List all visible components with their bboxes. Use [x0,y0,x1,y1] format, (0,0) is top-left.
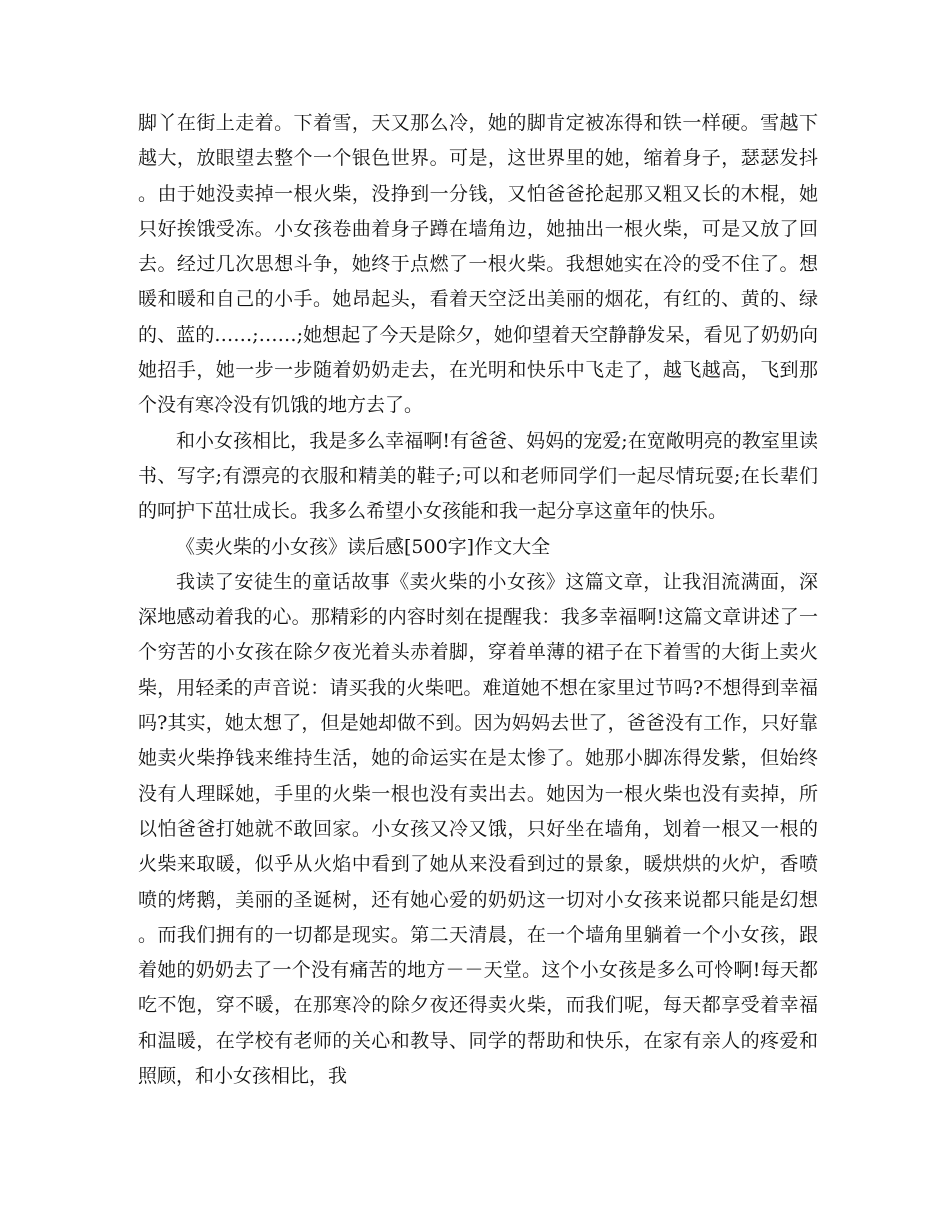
paragraph-story-continuation: 脚丫在街上走着。下着雪，天又那么冷，她的脚肯定被冻得和铁一样硬。雪越下越大，放眼望去整个一个银色世界。可是，这世界里的她，缩着身子，瑟瑟发抖。由于她没卖掉一根火柴，没挣到一分钱，又怕爸爸抡起那又粗又长的木棍，她只好挨饿受冻。小女孩卷曲着身子蹲在墙角边，她抽出一根火柴，可是又放了回去。经过几次思想斗争，她终于点燃了一根火柴。我想她实在冷的受不住了。想暖和暖和自己的小手。她昂起头，看着天空泛出美丽的烟花，有红的、黄的、绿的、蓝的……;……;她想起了今天是除夕，她仰望着天空静静发呆，看见了奶奶向她招手，她一步一步随着奶奶走去，在光明和快乐中飞走了，越飞越高，飞到那个没有寒冷没有饥饿的地方去了。 [138,112,818,417]
paragraph-essay: 我读了安徒生的童话故事《卖火柴的小女孩》这篇文章，让我泪流满面，深深地感动着我的心。那精彩的内容时刻在提醒我：我多幸福啊!这篇文章讲述了一个穷苦的小女孩在除夕夜光着头赤着脚，穿着单薄的裙子在下着雪的大街上卖火柴，用轻柔的声音说：请买我的火柴吧。难道她不想在家里过节吗?不想得到幸福吗?其实，她太想了，但是她却做不到。因为妈妈去世了，爸爸没有工作，只好靠她卖火柴挣钱来维持生活，她的命运实在是太惨了。她那小脚冻得发紫，但始终没有人理睬她，手里的火柴一根也没有卖出去。她因为一根火柴也没有卖掉，所以怕爸爸打她就不敢回家。小女孩又冷又饿，只好坐在墙角，划着一根又一根的火柴来取暖，似乎从火焰中看到了她从来没看到过的景象，暖烘烘的火炉，香喷喷的烤鹅，美丽的圣诞树，还有她心爱的奶奶这一切对小女孩来说都只能是幻想。而我们拥有的一切都是现实。第二天清晨，在一个墙角里躺着一个小女孩，跟着她的奶奶去了一个没有痛苦的地方－－天堂。这个小女孩是多么可怜啊!每天都吃不饱，穿不暖，在那寒冷的除夕夜还得卖火柴，而我们呢，每天都享受着幸福和温暖，在学校有老师的关心和教导、同学的帮助和快乐，在家有亲人的疼爱和照顾，和小女孩相比，我 [138,570,818,1088]
paragraph-comparison: 和小女孩相比，我是多么幸福啊!有爸爸、妈妈的宠爱;在宽敞明亮的教室里读书、写字;有漂亮的衣服和精美的鞋子;可以和老师同学们一起尽情玩耍;在长辈们的呵护下茁壮成长。我多么希望小女孩能和我一起分享这童年的快乐。 [138,429,818,523]
document-body [138,106,818,1094]
section-title: 《卖火柴的小女孩》读后感[500字]作文大全 [176,535,551,558]
